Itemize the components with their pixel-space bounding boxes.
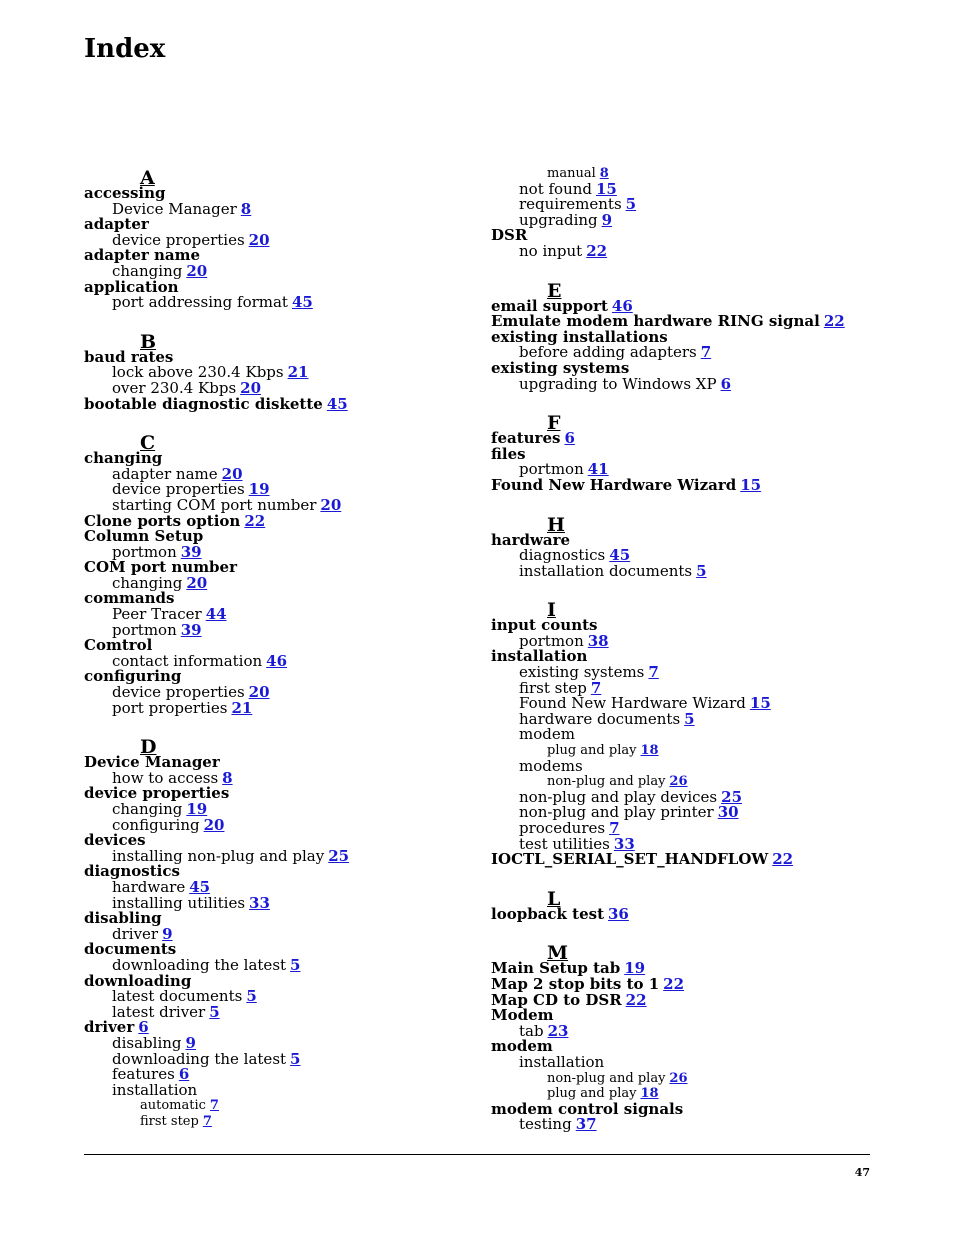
index-term: portmon	[112, 542, 177, 561]
index-entry	[84, 394, 484, 413]
page-link[interactable]: 39	[180, 620, 202, 639]
index-term: Map 2 stop bits to 1	[491, 974, 660, 993]
index-term: lock above 230.4 Kbps	[112, 363, 284, 382]
page-link[interactable]: 26	[669, 1070, 688, 1086]
page-link[interactable]: 7	[609, 819, 620, 837]
index-term: procedures	[519, 819, 606, 837]
index-term: configuring	[112, 815, 200, 834]
index-term: application	[84, 277, 179, 296]
page-link[interactable]: 22	[244, 511, 266, 530]
section-letter: A	[140, 167, 155, 189]
section-letter: E	[547, 279, 562, 302]
index-term: hardware	[491, 530, 571, 549]
index-column-left	[84, 166, 484, 1129]
page-link[interactable]: 44	[205, 605, 227, 624]
index-term: modem	[491, 1037, 553, 1056]
page-link[interactable]: 20	[248, 230, 270, 249]
page-link[interactable]: 21	[287, 363, 309, 382]
page-link[interactable]: 6	[564, 429, 575, 448]
section-letter: F	[547, 412, 561, 435]
section-spacer	[491, 922, 891, 941]
index-term: starting COM port number	[112, 495, 317, 514]
index-term: Map CD to DSR	[491, 990, 622, 1009]
index-subentry	[491, 241, 891, 260]
page-link[interactable]: 20	[221, 464, 243, 483]
index-term: modem	[519, 725, 575, 744]
index-term: portmon	[112, 620, 177, 639]
index-term: email support	[491, 296, 608, 315]
index-entry	[491, 904, 891, 923]
index-term: latest documents	[112, 987, 243, 1006]
index-subentry	[491, 1071, 891, 1087]
index-subentry	[491, 374, 891, 393]
section-spacer	[84, 412, 484, 431]
page-link[interactable]: 5	[625, 195, 637, 214]
page-link[interactable]: 8	[599, 166, 609, 181]
index-term: portmon	[519, 631, 584, 650]
page-link[interactable]: 22	[625, 990, 647, 1009]
page-link[interactable]: 18	[640, 1086, 659, 1102]
page-link[interactable]: 9	[601, 210, 613, 229]
page-link[interactable]: 15	[596, 179, 617, 198]
index-term: changing	[112, 573, 183, 592]
index-term: Peer Tracer	[112, 605, 202, 624]
index-subentry	[84, 1114, 484, 1130]
index-term: Main Setup tab	[491, 959, 621, 978]
page-link[interactable]: 7	[202, 1113, 212, 1129]
index-term: latest driver	[112, 1002, 206, 1021]
index-term: installation documents	[519, 561, 693, 580]
page-title: Index	[84, 34, 166, 64]
index-term: modem control signals	[491, 1099, 684, 1118]
page-link[interactable]: 33	[613, 834, 635, 853]
page-link[interactable]: 22	[663, 974, 685, 993]
page-link[interactable]: 19	[186, 800, 208, 818]
index-term: downloading	[84, 971, 192, 990]
index-term: bootable diagnostic diskette	[84, 394, 323, 413]
index-subentry	[491, 756, 891, 775]
index-term: disabling	[84, 909, 162, 928]
page-link[interactable]: 18	[640, 743, 659, 759]
page-link[interactable]: 22	[586, 241, 608, 260]
index-term: baud rates	[84, 347, 174, 366]
index-term: plug and play	[547, 743, 637, 759]
page-link[interactable]: 25	[328, 846, 350, 865]
index-term: contact information	[112, 651, 263, 670]
index-term: modems	[519, 756, 583, 775]
index-term: Device Manager	[84, 753, 220, 772]
section-letter: I	[547, 599, 556, 622]
index-subentry	[84, 1080, 484, 1099]
page-link[interactable]: 5	[246, 987, 257, 1006]
index-term: test utilities	[519, 834, 610, 853]
section-letter: H	[547, 513, 565, 536]
index-subentry	[84, 698, 484, 717]
section-spacer	[491, 260, 891, 279]
index-term: DSR	[491, 226, 528, 245]
page-link[interactable]: 22	[823, 312, 845, 331]
index-term: adapter	[84, 215, 149, 234]
index-term: input counts	[491, 616, 598, 635]
index-subentry	[84, 295, 484, 311]
index-term: configuring	[84, 667, 182, 686]
index-term: non-plug and play	[547, 1070, 666, 1086]
index-term: installation	[112, 1080, 198, 1099]
index-term: device properties	[84, 784, 230, 803]
index-term: installing non-plug and play	[112, 846, 325, 865]
index-term: port properties	[112, 698, 228, 717]
page-link[interactable]: 6	[178, 1065, 190, 1084]
index-term: existing systems	[491, 358, 630, 377]
page-link[interactable]: 36	[608, 904, 629, 923]
index-term: portmon	[519, 460, 584, 479]
page-link[interactable]: 41	[587, 460, 609, 479]
index-term: diagnostics	[519, 546, 606, 565]
index-term: changing	[112, 261, 183, 280]
index-term: features	[112, 1065, 175, 1084]
index-term: no input	[519, 241, 583, 260]
index-term: hardware documents	[519, 709, 681, 728]
page-link[interactable]: 15	[749, 694, 771, 713]
index-term: tab	[519, 1021, 544, 1040]
page-link[interactable]: 46	[611, 296, 633, 315]
section-spacer	[84, 311, 484, 330]
page-link[interactable]: 33	[249, 893, 270, 912]
index-term: installation	[491, 647, 588, 666]
index-term: Emulate modem hardware RING signal	[491, 312, 820, 331]
index-term: existing systems	[519, 663, 645, 682]
section-letter: M	[547, 942, 569, 965]
index-subentry	[491, 210, 891, 229]
section-letter: B	[140, 330, 157, 353]
index-term: changing	[84, 449, 163, 468]
page-link[interactable]: 39	[180, 542, 202, 561]
page-link[interactable]: 22	[772, 850, 794, 869]
index-term: installation	[519, 1052, 605, 1071]
page-link[interactable]: 20	[240, 378, 262, 397]
section-letter: C	[140, 432, 156, 455]
page-link[interactable]: 15	[740, 475, 762, 494]
page-link[interactable]: 45	[291, 293, 313, 312]
section-letter: L	[547, 887, 561, 910]
index-term: non-plug and play printer	[519, 803, 714, 822]
index-term: driver	[84, 1018, 135, 1037]
index-term: Clone ports option	[84, 511, 241, 530]
section-spacer	[491, 868, 891, 887]
page-link[interactable]: 7	[590, 678, 602, 697]
page-link[interactable]: 6	[138, 1018, 149, 1037]
page-number: 47	[854, 1166, 870, 1179]
page-link[interactable]: 7	[648, 663, 659, 682]
page-link[interactable]: 20	[186, 261, 208, 280]
page-link[interactable]: 8	[240, 199, 252, 218]
section-spacer	[491, 392, 891, 411]
page-link[interactable]: 5	[684, 709, 695, 728]
index-term: non-plug and play devices	[519, 787, 718, 806]
footer-rule	[84, 1154, 870, 1155]
index-term: features	[491, 429, 561, 448]
index-term: Column Setup	[84, 527, 204, 546]
index-term: IOCTL_SERIAL_SET_HANDFLOW	[491, 850, 769, 869]
index-term: loopback test	[491, 904, 604, 923]
page-link[interactable]: 38	[587, 631, 609, 650]
page-link[interactable]: 20	[186, 573, 208, 592]
index-term: testing	[519, 1115, 572, 1134]
index-term: port addressing format	[112, 293, 288, 312]
page-link[interactable]: 9	[162, 924, 173, 943]
index-subentry	[491, 1052, 891, 1071]
index-term: commands	[84, 589, 175, 608]
page-link[interactable]: 5	[696, 561, 707, 580]
index-entry	[491, 475, 891, 494]
page-link[interactable]: 5	[209, 1002, 220, 1021]
index-term: Found New Hardware Wizard	[519, 694, 746, 713]
index-term: device properties	[112, 683, 245, 702]
page-link[interactable]: 30	[717, 803, 739, 822]
index-term: non-plug and play	[547, 774, 666, 790]
page-link[interactable]: 5	[290, 955, 301, 974]
index-term: adapter name	[112, 464, 218, 483]
index-subentry	[491, 1117, 891, 1133]
index-term: hardware	[112, 877, 186, 896]
index-term: downloading the latest	[112, 1049, 287, 1068]
index-term: documents	[84, 940, 177, 959]
index-column-right	[491, 166, 891, 1133]
index-term: files	[491, 444, 526, 463]
index-term: Modem	[491, 1006, 554, 1025]
index-term: before adding adapters	[519, 343, 697, 362]
page-link[interactable]: 6	[720, 374, 731, 393]
page-link[interactable]: 46	[266, 651, 288, 670]
index-term: installing utilities	[112, 893, 246, 912]
index-term: device properties	[112, 480, 245, 499]
index-term: disabling	[112, 1033, 182, 1052]
index-term: upgrading to Windows XP	[519, 374, 717, 393]
page-link[interactable]: 23	[547, 1021, 569, 1040]
index-term: changing	[112, 800, 183, 818]
page-link[interactable]: 20	[320, 495, 342, 514]
section-spacer	[491, 579, 891, 598]
index-term: Found New Hardware Wizard	[491, 475, 737, 494]
index-term: diagnostics	[84, 862, 180, 881]
page-link[interactable]: 37	[575, 1115, 597, 1134]
index-term: automatic	[140, 1098, 206, 1114]
index-term: devices	[84, 831, 146, 850]
section-spacer	[84, 716, 484, 735]
index-subentry	[84, 1098, 484, 1114]
index-term: device properties	[112, 230, 245, 249]
index-entry	[491, 852, 891, 868]
index-term: plug and play	[547, 1086, 637, 1102]
page-link[interactable]: 7	[700, 343, 712, 362]
page-link[interactable]: 21	[231, 698, 253, 717]
page-link[interactable]: 25	[721, 787, 743, 806]
section-letter: D	[140, 736, 157, 759]
page-link[interactable]: 20	[248, 683, 270, 702]
page-link[interactable]: 19	[248, 480, 270, 499]
page-link[interactable]: 26	[669, 774, 688, 790]
page-link[interactable]: 45	[189, 877, 211, 896]
page-link[interactable]: 45	[609, 546, 631, 565]
index-term: downloading the latest	[112, 955, 287, 974]
index-term: existing installations	[491, 327, 668, 346]
index-subentry	[491, 727, 891, 743]
index-term: Device Manager	[112, 199, 237, 218]
page-link[interactable]: 8	[222, 768, 233, 787]
index-subentry	[491, 561, 891, 580]
page-link[interactable]: 19	[624, 959, 646, 978]
index-term: COM port number	[84, 558, 237, 577]
index-term: over 230.4 Kbps	[112, 378, 237, 397]
index-term: driver	[112, 924, 159, 943]
index-term: accessing	[84, 184, 166, 202]
index-term: first step	[519, 678, 587, 697]
index-term: how to access	[112, 768, 219, 787]
index-entry	[491, 431, 891, 447]
index-term: upgrading	[519, 210, 598, 229]
page-link[interactable]: 9	[185, 1033, 196, 1052]
index-term: first step	[140, 1113, 199, 1129]
index-term: Comtrol	[84, 636, 153, 655]
index-term: manual	[547, 166, 596, 181]
page-link[interactable]: 5	[290, 1049, 301, 1068]
index-term: not found	[519, 179, 592, 198]
section-spacer	[491, 494, 891, 513]
page-link[interactable]: 20	[203, 815, 225, 834]
page-link[interactable]: 45	[326, 394, 348, 413]
page-link[interactable]: 7	[209, 1098, 219, 1114]
index-term: requirements	[519, 195, 622, 214]
index-term: adapter name	[84, 246, 201, 265]
